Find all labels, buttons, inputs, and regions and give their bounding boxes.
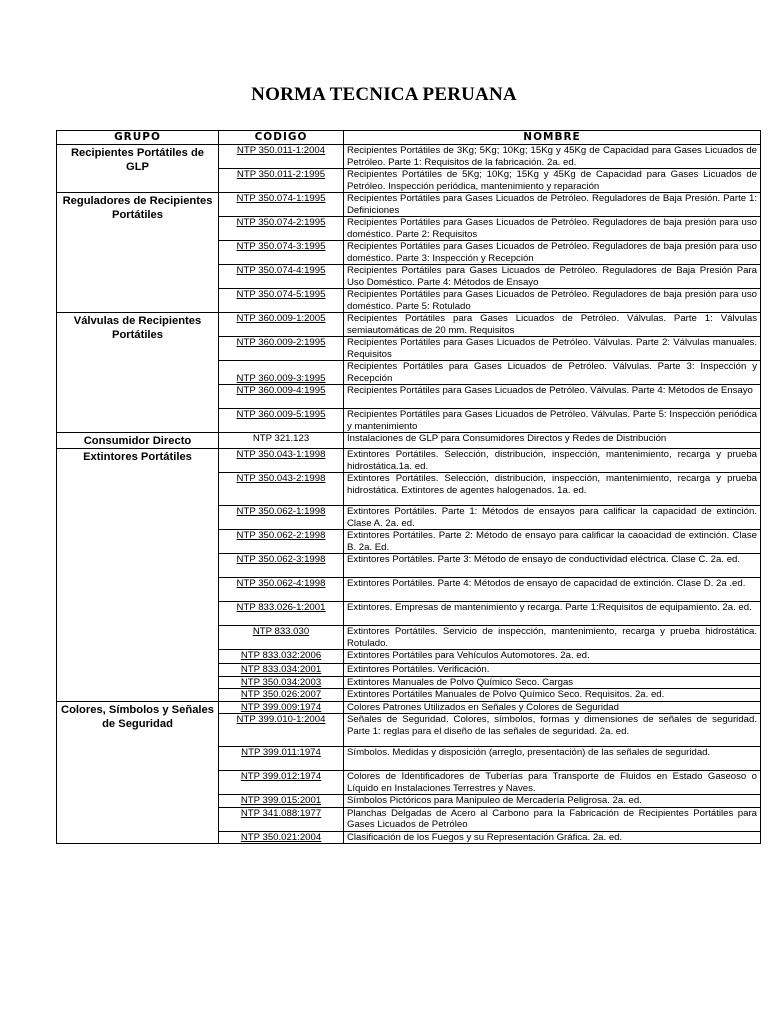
code-link[interactable]: NTP 350.026:2007 bbox=[219, 689, 344, 702]
name-cell: Extintores. Empresas de mantenimiento y recarga. Parte 1:Requisitos de equipamiento. 2a. ed. bbox=[344, 602, 761, 626]
code-link[interactable]: NTP 350.074-1:1995 bbox=[219, 193, 344, 217]
code-link[interactable]: NTP 399.015:2001 bbox=[219, 795, 344, 808]
name-cell: Recipientes Portátiles de 3Kg; 5Kg; 10Kg; 15Kg y 45Kg de Capacidad para Gases Licuados de Petróleo. Parte 1: Requisitos de la fabricación. 2a. ed. bbox=[344, 145, 761, 169]
header-grupo: GRUPO bbox=[57, 131, 219, 145]
name-cell: Extintores Portátiles. Parte 1: Métodos de ensayos para calificar la capacidad de extinción. Clase A. 2a. ed. bbox=[344, 506, 761, 530]
code-link[interactable]: NTP 833.034:2001 bbox=[219, 664, 344, 677]
name-cell: Extintores Manuales de Polvo Químico Seco. Cargas bbox=[344, 676, 761, 689]
name-cell: Colores de Identificadores de Tuberías para Transporte de Fluidos en Estado Gaseoso o Líquido en Instalaciones Terrestres y Naves. bbox=[344, 771, 761, 795]
name-cell: Símbolos. Medidas y disposición (arreglo, presentación) de las señales de seguridad. bbox=[344, 747, 761, 771]
code-link[interactable]: NTP 360.009-3:1995 bbox=[219, 361, 344, 385]
code-link[interactable]: NTP 399.010-1:2004 bbox=[219, 714, 344, 747]
code-link[interactable]: NTP 350.043-2:1998 bbox=[219, 473, 344, 506]
name-cell: Recipientes Portátiles para Gases Licuados de Petróleo. Reguladores de baja presión para uso doméstico. Parte 2: Requisitos bbox=[344, 217, 761, 241]
code-link[interactable]: NTP 350.011-2:1995 bbox=[219, 169, 344, 193]
name-cell: Recipientes Portátiles para Gases Licuados de Petróleo. Válvulas. Parte 2: Válvulas manuales. Requisitos bbox=[344, 337, 761, 361]
code-link[interactable]: NTP 350.062-2:1998 bbox=[219, 530, 344, 554]
name-cell: Extintores Portátiles. Verificación. bbox=[344, 664, 761, 677]
code-link[interactable]: NTP 360.009-4:1995 bbox=[219, 385, 344, 409]
page-title: NORMA TECNICA PERUANA bbox=[251, 84, 517, 105]
name-cell: Extintores Portátiles. Selección, distribución, inspección, mantenimiento, recarga y prueba hidrostática. Extintores de agentes halogenados. 1a. ed. bbox=[344, 473, 761, 506]
code-cell: NTP 321.123 bbox=[219, 433, 344, 449]
group-cell: Reguladores de Recipientes Portátiles bbox=[57, 193, 219, 313]
code-link[interactable]: NTP 399.011:1974 bbox=[219, 747, 344, 771]
name-cell: Clasificación de los Fuegos y su Representación Gráfica. 2a. ed. bbox=[344, 831, 761, 844]
group-cell: Extintores Portátiles bbox=[57, 449, 219, 702]
name-cell: Recipientes Portátiles para Gases Licuados de Petróleo. Reguladores de Baja Presión. Parte 1: Definiciones bbox=[344, 193, 761, 217]
name-cell: Extintores Portátiles para Vehículos Automotores. 2a. ed. bbox=[344, 650, 761, 664]
norms-table bbox=[56, 130, 761, 844]
name-cell: Recipientes Portátiles para Gases Licuados de Petróleo. Válvulas. Parte 5: Inspección periódica y mantenimiento bbox=[344, 409, 761, 433]
name-cell: Extintores Portátiles. Selección, distribución, inspección, mantenimiento, recarga y prueba hidrostática.1a. ed. bbox=[344, 449, 761, 473]
code-link[interactable]: NTP 350.062-3:1998 bbox=[219, 554, 344, 578]
name-cell: Recipientes Portátiles para Gases Licuados de Petróleo. Reguladores de Baja Presión Para Uso Doméstico. Parte 4: Métodos de Ensayo bbox=[344, 265, 761, 289]
table-row bbox=[57, 433, 761, 449]
name-cell: Extintores Portátiles. Parte 4: Métodos de ensayo de capacidad de extinción. Clase D. 2a .ed. bbox=[344, 578, 761, 602]
code-link[interactable]: NTP 833.032:2006 bbox=[219, 650, 344, 664]
name-cell: Extintores Portátiles Manuales de Polvo Químico Seco. Requisitos. 2a. ed. bbox=[344, 689, 761, 702]
group-cell: Recipientes Portátiles de GLP bbox=[57, 145, 219, 193]
code-link[interactable]: NTP 360.009-1:2005 bbox=[219, 313, 344, 337]
name-cell: Recipientes Portátiles de 5Kg; 10Kg; 15Kg y 45Kg de Capacidad para Gases Licuados de Petróleo. Inspección periódica, mantenimiento y reparación bbox=[344, 169, 761, 193]
name-cell: Instalaciones de GLP para Consumidores Directos y Redes de Distribución bbox=[344, 433, 761, 449]
name-cell: Símbolos Pictóricos para Manipuleo de Mercadería Peligrosa. 2a. ed. bbox=[344, 795, 761, 808]
code-link[interactable]: NTP 350.062-1:1998 bbox=[219, 506, 344, 530]
table-row bbox=[57, 313, 761, 337]
name-cell: Recipientes Portátiles para Gases Licuados de Petróleo. Válvulas. Parte 3: Inspección y Recepción bbox=[344, 361, 761, 385]
code-link[interactable]: NTP 833.026-1:2001 bbox=[219, 602, 344, 626]
name-cell: Recipientes Portátiles para Gases Licuados de Petróleo. Reguladores de baja presión para uso doméstico. Parte 5: Rotulado bbox=[344, 289, 761, 313]
table-row bbox=[57, 449, 761, 473]
code-link[interactable]: NTP 341.088:1977 bbox=[219, 807, 344, 831]
name-cell: Extintores Portátiles. Servicio de inspección, mantenimiento, recarga y prueba hidrostática. Rotulado. bbox=[344, 626, 761, 650]
header-nombre: NOMBRE bbox=[344, 131, 761, 145]
code-link[interactable]: NTP 350.074-4:1995 bbox=[219, 265, 344, 289]
code-link[interactable]: NTP 360.009-2:1995 bbox=[219, 337, 344, 361]
code-link[interactable]: NTP 350.062-4:1998 bbox=[219, 578, 344, 602]
name-cell: Señales de Seguridad. Colores, símbolos, formas y dimensiones de señales de seguridad. Parte 1: reglas para el diseño de las señales de seguridad. 2a. ed. bbox=[344, 714, 761, 747]
code-link[interactable]: NTP 399.012:1974 bbox=[219, 771, 344, 795]
code-link[interactable]: NTP 350.074-3:1995 bbox=[219, 241, 344, 265]
name-cell: Recipientes Portátiles para Gases Licuados de Petróleo. Reguladores de baja presión para uso doméstico. Parte 3: Inspección y Recepción bbox=[344, 241, 761, 265]
code-link[interactable]: NTP 350.011-1:2004 bbox=[219, 145, 344, 169]
header-row bbox=[57, 131, 761, 145]
name-cell: Colores Patrones Utilizados en Señales y Colores de Seguridad bbox=[344, 701, 761, 714]
table-row bbox=[57, 701, 761, 714]
code-link[interactable]: NTP 399.009:1974 bbox=[219, 701, 344, 714]
name-cell: Recipientes Portátiles para Gases Licuados de Petróleo. Válvulas. Parte 1: Válvulas semiautomáticas de 20 mm. Requisitos bbox=[344, 313, 761, 337]
group-cell: Colores, Símbolos y Señales de Seguridad bbox=[57, 701, 219, 844]
table-row bbox=[57, 193, 761, 217]
group-cell: Válvulas de Recipientes Portátiles bbox=[57, 313, 219, 433]
code-link[interactable]: NTP 350.074-5:1995 bbox=[219, 289, 344, 313]
code-link[interactable]: NTP 350.021:2004 bbox=[219, 831, 344, 844]
code-link[interactable]: NTP 350.074-2:1995 bbox=[219, 217, 344, 241]
name-cell: Planchas Delgadas de Acero al Carbono para la Fabricación de Recipientes Portátiles para Gases Licuados de Petróleo bbox=[344, 807, 761, 831]
group-cell: Consumidor Directo bbox=[57, 433, 219, 449]
code-link[interactable]: NTP 833.030 bbox=[219, 626, 344, 650]
code-link[interactable]: NTP 360.009-5:1995 bbox=[219, 409, 344, 433]
code-link[interactable]: NTP 350.043-1:1998 bbox=[219, 449, 344, 473]
name-cell: Recipientes Portátiles para Gases Licuados de Petróleo. Válvulas. Parte 4: Métodos de Ensayo bbox=[344, 385, 761, 409]
name-cell: Extintores Portátiles. Parte 2: Método de ensayo para calificar la caoacidad de extinción. Clase B. 2a. Ed. bbox=[344, 530, 761, 554]
code-link[interactable]: NTP 350.034:2003 bbox=[219, 676, 344, 689]
header-codigo: CÓDIGO bbox=[219, 131, 344, 145]
table-row bbox=[57, 145, 761, 169]
name-cell: Extintores Portátiles. Parte 3: Método de ensayo de conductividad eléctrica. Clase C. 2a. ed. bbox=[344, 554, 761, 578]
